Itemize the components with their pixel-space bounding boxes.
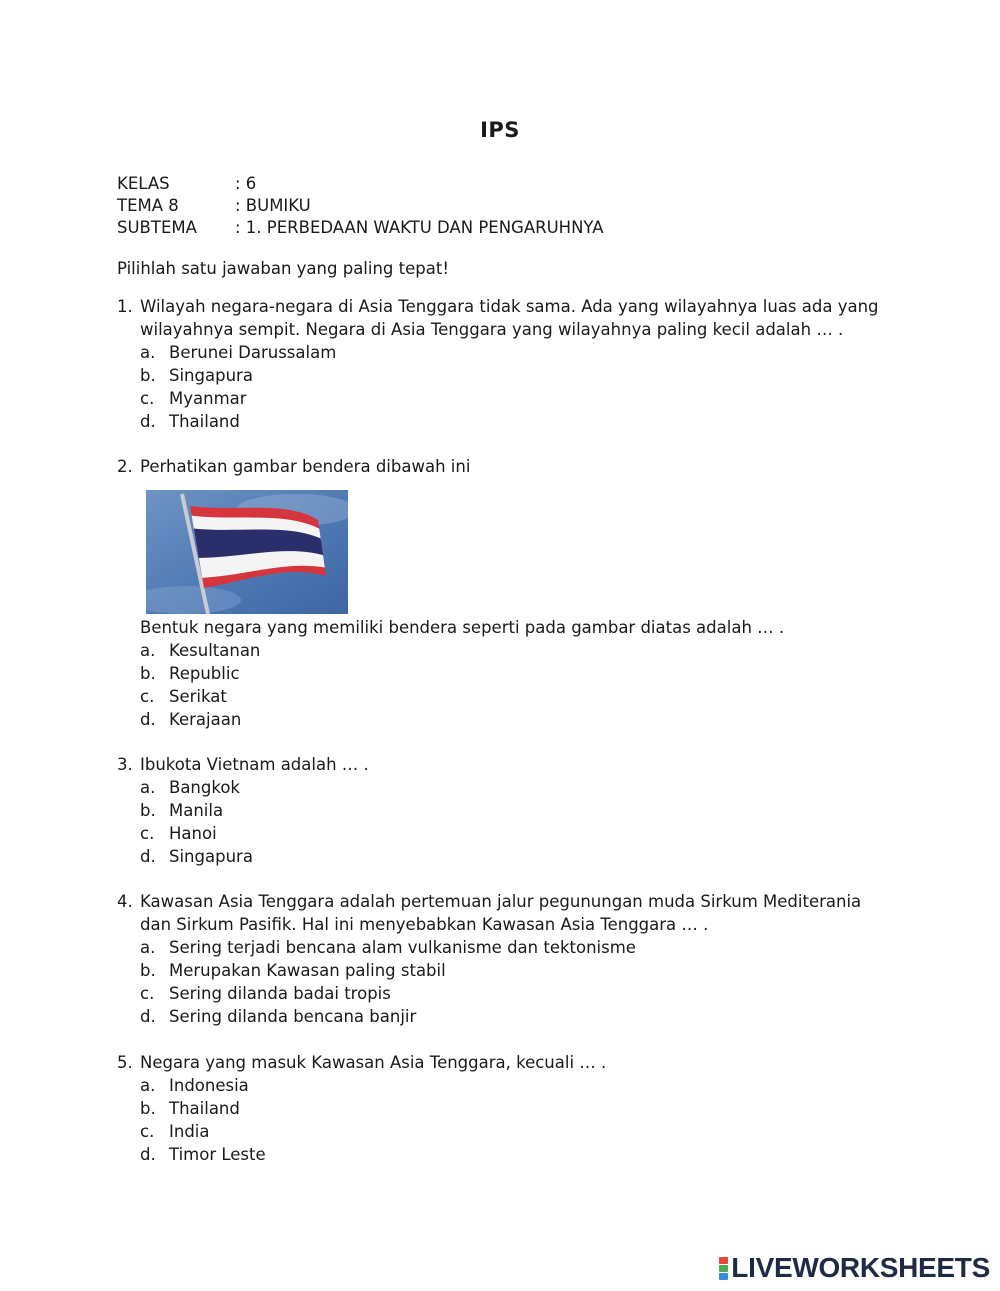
option-letter: b. bbox=[140, 801, 156, 820]
option-text: Hanoi bbox=[169, 824, 217, 843]
question-5 bbox=[117, 1051, 887, 1166]
option-text: Myanmar bbox=[169, 389, 247, 408]
logo-mark-block bbox=[719, 1273, 728, 1280]
option-d[interactable] bbox=[140, 1005, 887, 1028]
option-letter: a. bbox=[140, 1076, 156, 1095]
option-letter: b. bbox=[140, 961, 156, 980]
option-a[interactable] bbox=[140, 936, 887, 959]
option-text: Thailand bbox=[169, 412, 240, 431]
meta-key: SUBTEMA bbox=[117, 218, 197, 237]
logo-text: LIVEWORKSHEETS bbox=[731, 1252, 990, 1283]
question-2 bbox=[117, 455, 887, 731]
meta-value: : 1. PERBEDAAN WAKTU DAN PENGARUHNYA bbox=[235, 218, 604, 237]
question-number: 4. bbox=[117, 892, 133, 911]
option-text: Timor Leste bbox=[169, 1145, 266, 1164]
option-text: Berunei Darussalam bbox=[169, 343, 337, 362]
question-1 bbox=[117, 295, 887, 433]
option-b[interactable] bbox=[140, 364, 887, 387]
option-text: Kerajaan bbox=[169, 710, 242, 729]
question-text: Kawasan Asia Tenggara adalah pertemuan jalur pegunungan muda Sirkum Mediterania dan Sirkum Pasifik. Hal ini menyebabkan Kawasan Asia Tenggara … . bbox=[140, 892, 862, 934]
option-c[interactable] bbox=[140, 822, 887, 845]
option-letter: d. bbox=[140, 412, 156, 431]
question-text: Perhatikan gambar bendera dibawah ini bbox=[140, 457, 471, 476]
meta-key: KELAS bbox=[117, 174, 170, 193]
option-a[interactable] bbox=[140, 776, 887, 799]
option-letter: c. bbox=[140, 984, 155, 1003]
option-list bbox=[140, 1074, 887, 1166]
option-letter: c. bbox=[140, 824, 155, 843]
option-a[interactable] bbox=[140, 341, 887, 364]
question-text: Wilayah negara-negara di Asia Tenggara tidak sama. Ada yang wilayahnya luas ada yang wilayahnya sempit. Negara di Asia Tenggara yang wilayahnya paling kecil adalah … . bbox=[140, 297, 879, 339]
option-letter: b. bbox=[140, 1099, 156, 1118]
meta-row-kelas bbox=[117, 173, 604, 195]
class-info bbox=[117, 173, 604, 239]
option-list bbox=[140, 776, 887, 868]
option-letter: a. bbox=[140, 343, 156, 362]
option-c[interactable] bbox=[140, 685, 887, 708]
question-stem: Bentuk negara yang memiliki bendera seperti pada gambar diatas adalah … . bbox=[140, 618, 785, 637]
option-text: Thailand bbox=[169, 1099, 240, 1118]
meta-row-tema bbox=[117, 195, 604, 217]
option-d[interactable] bbox=[140, 1143, 887, 1166]
option-text: Sering dilanda bencana banjir bbox=[169, 1007, 417, 1026]
option-letter: d. bbox=[140, 1145, 156, 1164]
logo-mark-block bbox=[719, 1257, 728, 1264]
option-text: India bbox=[169, 1122, 210, 1141]
option-text: Serikat bbox=[169, 687, 227, 706]
option-text: Sering dilanda badai tropis bbox=[169, 984, 391, 1003]
option-d[interactable] bbox=[140, 410, 887, 433]
question-number: 5. bbox=[117, 1053, 133, 1072]
option-d[interactable] bbox=[140, 845, 887, 868]
option-a[interactable] bbox=[140, 1074, 887, 1097]
option-c[interactable] bbox=[140, 387, 887, 410]
option-letter: a. bbox=[140, 641, 156, 660]
question-text: Ibukota Vietnam adalah … . bbox=[140, 755, 369, 774]
logo-mark-block bbox=[719, 1265, 728, 1272]
option-letter: b. bbox=[140, 366, 156, 385]
question-4 bbox=[117, 890, 887, 1028]
question-3 bbox=[117, 753, 887, 868]
option-letter: d. bbox=[140, 1007, 156, 1026]
option-letter: c. bbox=[140, 687, 155, 706]
option-text: Bangkok bbox=[169, 778, 240, 797]
option-list bbox=[140, 639, 887, 731]
question-number: 1. bbox=[117, 297, 133, 316]
option-c[interactable] bbox=[140, 982, 887, 1005]
meta-value: : BUMIKU bbox=[235, 196, 311, 215]
option-text: Kesultanan bbox=[169, 641, 261, 660]
instruction-text: Pilihlah satu jawaban yang paling tepat! bbox=[117, 259, 449, 278]
thailand-flag-image bbox=[146, 490, 348, 614]
option-b[interactable] bbox=[140, 662, 887, 685]
option-a[interactable] bbox=[140, 639, 887, 662]
option-letter: c. bbox=[140, 1122, 155, 1141]
question-number: 3. bbox=[117, 755, 133, 774]
question-number: 2. bbox=[117, 457, 133, 476]
option-letter: b. bbox=[140, 664, 156, 683]
liveworksheets-logo[interactable] bbox=[719, 1252, 990, 1284]
option-c[interactable] bbox=[140, 1120, 887, 1143]
option-text: Singapura bbox=[169, 366, 253, 385]
option-text: Singapura bbox=[169, 847, 253, 866]
logo-mark-icon bbox=[719, 1257, 728, 1280]
option-d[interactable] bbox=[140, 708, 887, 731]
option-text: Manila bbox=[169, 801, 224, 820]
option-text: Indonesia bbox=[169, 1076, 249, 1095]
option-letter: d. bbox=[140, 847, 156, 866]
option-list bbox=[140, 936, 887, 1028]
option-text: Sering terjadi bencana alam vulkanisme dan tektonisme bbox=[169, 938, 636, 957]
worksheet-title: IPS bbox=[480, 118, 520, 142]
option-text: Merupakan Kawasan paling stabil bbox=[169, 961, 446, 980]
option-list bbox=[140, 341, 887, 433]
option-letter: d. bbox=[140, 710, 156, 729]
flag-icon bbox=[146, 490, 348, 614]
question-text: Negara yang masuk Kawasan Asia Tenggara, kecuali … . bbox=[140, 1053, 607, 1072]
option-letter: a. bbox=[140, 938, 156, 957]
meta-key: TEMA 8 bbox=[117, 196, 179, 215]
option-text: Republic bbox=[169, 664, 240, 683]
meta-value: : 6 bbox=[235, 174, 257, 193]
option-b[interactable] bbox=[140, 959, 887, 982]
option-b[interactable] bbox=[140, 1097, 887, 1120]
meta-row-subtema bbox=[117, 217, 604, 239]
option-letter: a. bbox=[140, 778, 156, 797]
option-letter: c. bbox=[140, 389, 155, 408]
option-b[interactable] bbox=[140, 799, 887, 822]
